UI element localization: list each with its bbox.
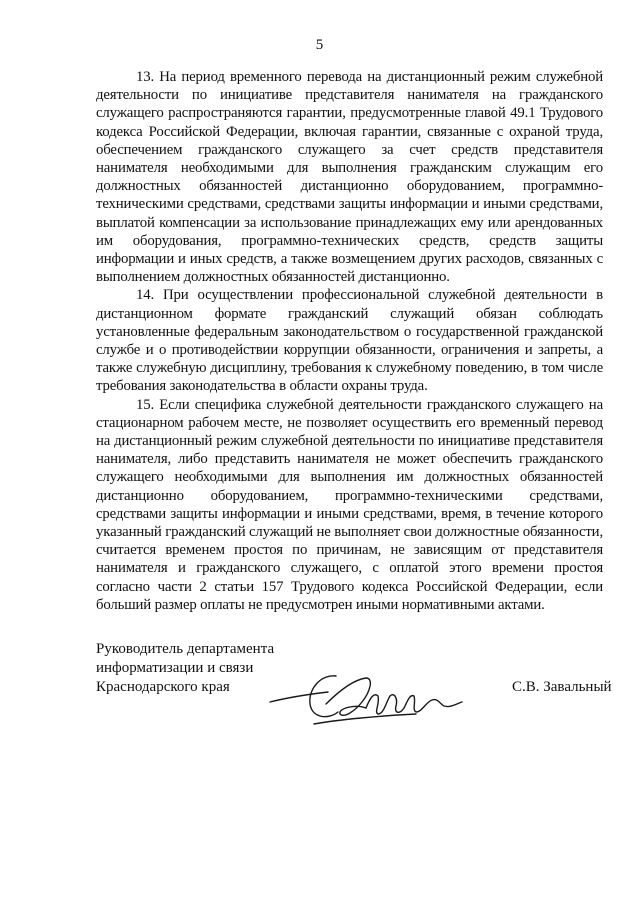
page-number: 5 bbox=[315, 37, 324, 53]
signer-position bbox=[96, 640, 274, 697]
paragraph-15: 15. Если специфика служебной деятельности гражданского служащего на стационарном рабочем месте, не позволяет осуществить его временный перевод на дистанционный режим служебной деятельности по инициативе представителя нанимателя, либо представить нанимателя не может обеспечить гражданского служащего необходимыми для выполнения им должностных обязанностей дистанционно оборудованием, программно-техническими средствами, средствами защиты информации и иными средствами, время, в течение которого указанный гражданский служащий не выполняет свои должностные обязанности, считается временем простоя по причинам, не зависящим от представителя нанимателя и гражданского служащего, с оплатой этого времени простоя согласно части 2 статьи 157 Трудового кодекса Российской Федерации, если больший размер оплаты не предусмотрен иными нормативными актами. bbox=[96, 396, 603, 613]
handwritten-signature bbox=[266, 658, 466, 728]
signer-position-line: информатизации и связи bbox=[96, 660, 254, 676]
signer-name: С.В. Завальный bbox=[512, 679, 612, 695]
document-body bbox=[96, 68, 603, 614]
paragraph-13: 13. На период временного перевода на дистанционный режим служебной деятельности по инициативе представителя нанимателя на гражданского служащего распространяются гарантии, предусмотренные главой 49.1 Трудового кодекса Российской Федерации, включая гарантии, связанные с охраной труда, обеспечением гражданского служащего за счет средств представителя нанимателя необходимыми для выполнения гражданским служащим его должностных обязанностей дистанционно оборудованием, программно-техническими средствами, средствами защиты информации и иными средствами, выплатой компенсации за использование принадлежащих ему или арендованных им оборудования, программно-технических средств, средств защиты информации и иных средств, а также возмещением других расходов, связанных с выполнением должностных обязанностей дистанционно. bbox=[96, 69, 603, 286]
signer-position-line: Руководитель департамента bbox=[96, 641, 275, 657]
signer-position-line: Краснодарского края bbox=[96, 679, 230, 695]
paragraph-14: 14. При осуществлении профессиональной служебной деятельности в дистанционном формате гражданский служащий обязан соблюдать установленные федеральным законодательством о государственной гражданской службе и о противодействии коррупции обязанности, ограничения и запреты, а также служебную дисциплину, требования к служебному поведению, в том числе требования законодательства в области охраны труда. bbox=[96, 287, 603, 395]
signature-block bbox=[96, 640, 616, 730]
